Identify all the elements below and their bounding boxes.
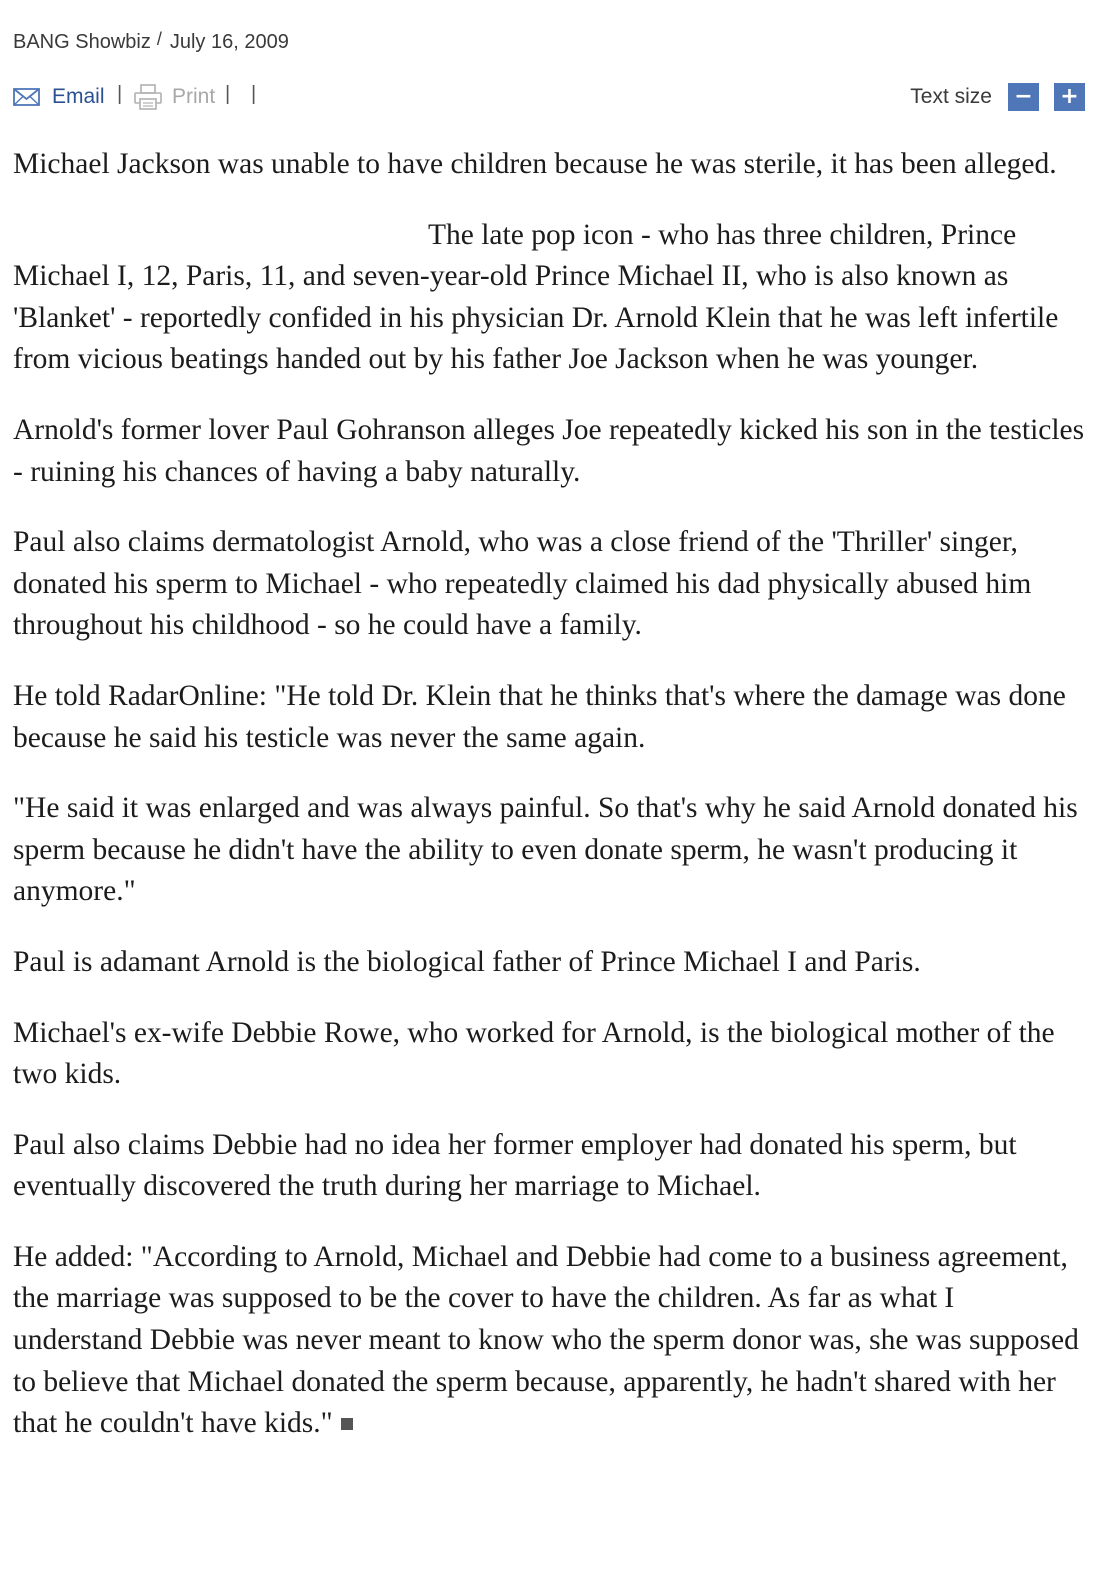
publish-date: July 16, 2009 — [169, 31, 289, 53]
article-paragraph: The late pop icon - who has three children, Prince Michael I, 12, Paris, 11, and seven-year-old Prince Michael II, who is also known as 'Blanket' - reportedly confided in his physician Dr. Arnold Klein that he was left infertile from vicious beatings handed out by his father Joe Jackson when he was younger. — [13, 218, 1059, 376]
article-paragraph: Paul also claims Debbie had no idea her former employer had donated his sperm, but eventually discovered the truth during her marriage to Michael. — [13, 1128, 1017, 1203]
print-button[interactable] — [133, 82, 215, 112]
toolbar-divider: | — [225, 83, 231, 105]
article-paragraph: Michael's ex-wife Debbie Rowe, who worked for Arnold, is the biological mother of the two kids. — [13, 1016, 1055, 1091]
source-label: BANG Showbiz — [13, 31, 151, 53]
article-last-paragraph — [13, 1237, 1085, 1445]
byline-separator: / — [156, 29, 162, 49]
envelope-icon — [13, 87, 40, 107]
printer-icon — [133, 83, 163, 111]
toolbar-divider: | — [251, 83, 257, 105]
decrease-text-size-button[interactable]: − — [1008, 83, 1039, 111]
text-size-control — [910, 82, 1085, 112]
byline — [13, 31, 289, 54]
article-toolbar — [13, 82, 1085, 112]
article-paragraph: "He said it was enlarged and was always painful. So that's why he said Arnold donated his sperm because he didn't have the ability to even donate sperm, he wasn't producing it anymore." — [13, 792, 1078, 908]
email-button[interactable] — [13, 82, 105, 112]
print-label: Print — [172, 85, 216, 108]
article-paragraph: Paul is adamant Arnold is the biological father of Prince Michael I and Paris. — [13, 945, 921, 978]
email-label: Email — [52, 85, 105, 108]
article-paragraph-text: He added: "According to Arnold, Michael and Debbie had come to a business agreement, the marriage was supposed to be the cover to have the children. As far as what I understand Debbie was never meant to know who the sperm donor was, she was supposed to believe that Michael donated the sperm because, apparently, he hadn't shared with her that he couldn't have kids." — [13, 1240, 1079, 1440]
article-paragraph: He told RadarOnline: "He told Dr. Klein that he thinks that's where the damage was done because he said his testicle was never the same again. — [13, 679, 1066, 754]
article-paragraph: Paul also claims dermatologist Arnold, who was a close friend of the 'Thriller' singer, donated his sperm to Michael - who repeatedly claimed his dad physically abused him throughout his childhood - so he could have a family. — [13, 526, 1032, 642]
toolbar-divider: | — [117, 83, 123, 105]
article-paragraph: Arnold's former lover Paul Gohranson alleges Joe repeatedly kicked his son in the testicles - ruining his chances of having a baby naturally. — [13, 413, 1085, 488]
text-size-label: Text size — [910, 85, 992, 108]
article-paragraph: Michael Jackson was unable to have children because he was sterile, it has been alleged. — [13, 148, 1057, 180]
end-of-article-marker — [341, 1418, 353, 1430]
article-body — [13, 144, 1085, 1474]
increase-text-size-button[interactable]: + — [1054, 83, 1085, 111]
